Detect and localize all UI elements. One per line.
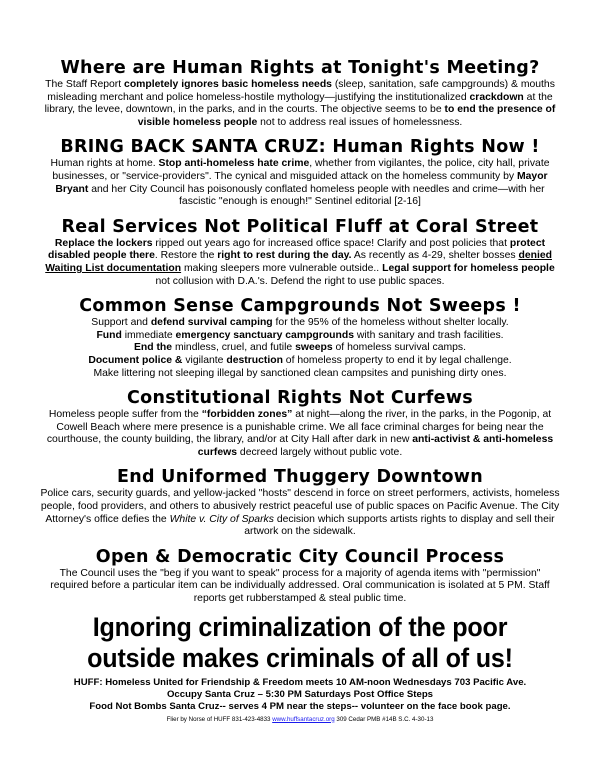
section-heading: Real Services Not Political Fluff at Coral Street <box>61 216 539 237</box>
section-campgrounds <box>40 296 560 380</box>
footer-credit <box>40 715 560 724</box>
text: and her City Council has poisonously conflated homeless people with needles and crime—with her fascistic "enough is enough!" Sentinel editorial [2-16] <box>88 183 545 208</box>
text: Homeless people suffer from the <box>48 409 202 421</box>
credit-text: Flier by Norse of HUFF 831-423-4833 <box>166 715 273 723</box>
emphasis: Replace the lockers <box>54 237 153 249</box>
text: of homeless survival camps. <box>332 342 467 354</box>
emphasis: right to rest during the day. <box>217 250 352 262</box>
section-heading: Constitutional Rights Not Curfews <box>126 388 474 409</box>
section-thuggery <box>40 467 560 538</box>
section-bring-back <box>40 137 560 208</box>
footer <box>40 677 560 724</box>
section-body <box>40 317 560 380</box>
section-body <box>40 79 560 129</box>
section-heading: Open & Democratic City Council Process <box>95 546 505 567</box>
emphasis: Stop anti-homeless hate crime <box>158 158 310 170</box>
text: Make littering not sleeping illegal by sanctioned clean campsites and punishing dirty ones. <box>93 367 507 379</box>
emphasis: “forbidden zones” <box>201 409 293 421</box>
section-body <box>40 158 560 208</box>
text: As recently as 4-29, shelter bosses <box>351 250 519 262</box>
text: Police cars, security guards, and yellow-jacked "hosts" descend in force on street performers, activists, homeless people, food providers, and others to abusively restrict peaceful use of public spaces on Pacific Avenue. The City Attorney's office defies the <box>40 488 560 525</box>
text: not collusion with D.A.'s. Defend the right to use public spaces. <box>155 275 445 287</box>
text: with sanitary and trash facilities. <box>353 329 504 341</box>
section-human-rights <box>40 58 560 129</box>
slogan-line-2: outside makes criminals of all of us! <box>87 642 513 673</box>
footer-occupy: Occupy Santa Cruz – 5:30 PM Saturdays Post Office Steps <box>166 688 434 700</box>
footer-huff: HUFF: Homeless United for Friendship & Freedom meets 10 AM-noon Wednesdays 703 Pacific Ave. <box>73 676 527 688</box>
emphasis: destruction <box>226 354 283 366</box>
text: ripped out years ago for increased office space! Clarify and post policies that <box>152 237 510 249</box>
text: immediate <box>121 329 176 341</box>
text: of homeless property to end it by legal challenge. <box>282 354 512 366</box>
case-name: White v. City of Sparks <box>169 513 274 525</box>
text: (sleep, sanitation, safe campgrounds) & mouths misleading merchant and police homeless-hostile mythology—justifying the institutionalized <box>47 79 555 103</box>
section-council <box>40 547 560 606</box>
section-body <box>40 488 560 538</box>
emphasis: Fund <box>96 329 122 341</box>
section-body <box>40 238 560 288</box>
emphasis: sweeps <box>295 342 333 354</box>
section-curfews <box>40 388 560 459</box>
text: at night—along the river, in the parks, in the Pogonip, at Cowell Beach where mere presence is a punishable crime. We all face criminal charges for being near the courthouse, the county building, the library, and/or at City Hall after dark in new <box>46 409 552 446</box>
emphasis: emergency sanctuary campgrounds <box>175 329 354 341</box>
text: making sleepers more vulnerable outside.. <box>181 262 383 274</box>
emphasis: anti-activist & anti-homeless curfews <box>197 434 554 458</box>
text: decreed largely without public vote. <box>237 446 403 458</box>
text: at the library, the levee, downtown, in the parks, and in the courts. The objective seems to be <box>44 91 553 116</box>
section-heading: End Uniformed Thuggery Downtown <box>116 467 484 488</box>
emphasis: protect disabled people there <box>48 237 546 262</box>
text: , whether from vigilantes, the police, city hall, private businesses, or "service-providers". The cynical and misguided attack on the homeless community by <box>52 158 550 182</box>
emphasis: denied Waiting List documentation <box>45 250 552 274</box>
slogan-line-1: Ignoring criminalization of the poor <box>92 611 508 642</box>
closing-slogan <box>40 612 560 674</box>
section-heading: Common Sense Campgrounds Not Sweeps ! <box>79 296 521 317</box>
text: Human rights at home. <box>50 158 159 170</box>
section-heading: BRING BACK SANTA CRUZ: Human Rights Now ! <box>60 137 540 158</box>
section-body <box>40 409 560 459</box>
section-body: The Council uses the "beg if you want to speak" process for a majority of agenda items with "permission" required before a particular item can be individually addressed. Oral communication is isolated at 5 PM. Staff reports get rubberstamped & steal public time. <box>50 567 550 605</box>
text: mindless, cruel, and futile <box>172 342 296 354</box>
text: Support and <box>91 317 151 329</box>
website-link[interactable]: www.huffsantacruz.org <box>272 715 335 723</box>
emphasis: Legal support for homeless people <box>382 262 555 274</box>
emphasis: End the <box>133 342 173 354</box>
text: vigilante <box>182 354 227 366</box>
text: decision which supports artists rights to display and sell their artwork on the sidewalk. <box>244 513 555 538</box>
text: for the 95% of the homeless without shelter locally. <box>272 317 509 329</box>
emphasis: Document police & <box>88 354 183 366</box>
footer-fnb: Food Not Bombs Santa Cruz-- serves 4 PM near the steps-- volunteer on the face book page. <box>89 700 511 712</box>
text: not to address real issues of homelessness. <box>257 116 463 128</box>
emphasis: crackdown <box>469 91 524 103</box>
credit-text: 309 Cedar PMB #14B S.C. 4-30-13 <box>334 715 434 723</box>
emphasis: Mayor Bryant <box>55 170 548 195</box>
section-real-services <box>40 217 560 288</box>
emphasis: completely ignores basic homeless needs <box>124 79 332 90</box>
section-heading: Where are Human Rights at Tonight's Meeting? <box>60 58 540 78</box>
text: The Staff Report <box>45 79 125 90</box>
emphasis: defend survival camping <box>150 317 273 329</box>
emphasis: to end the presence of visible homeless people <box>137 104 556 128</box>
text: . Restore the <box>154 250 218 262</box>
